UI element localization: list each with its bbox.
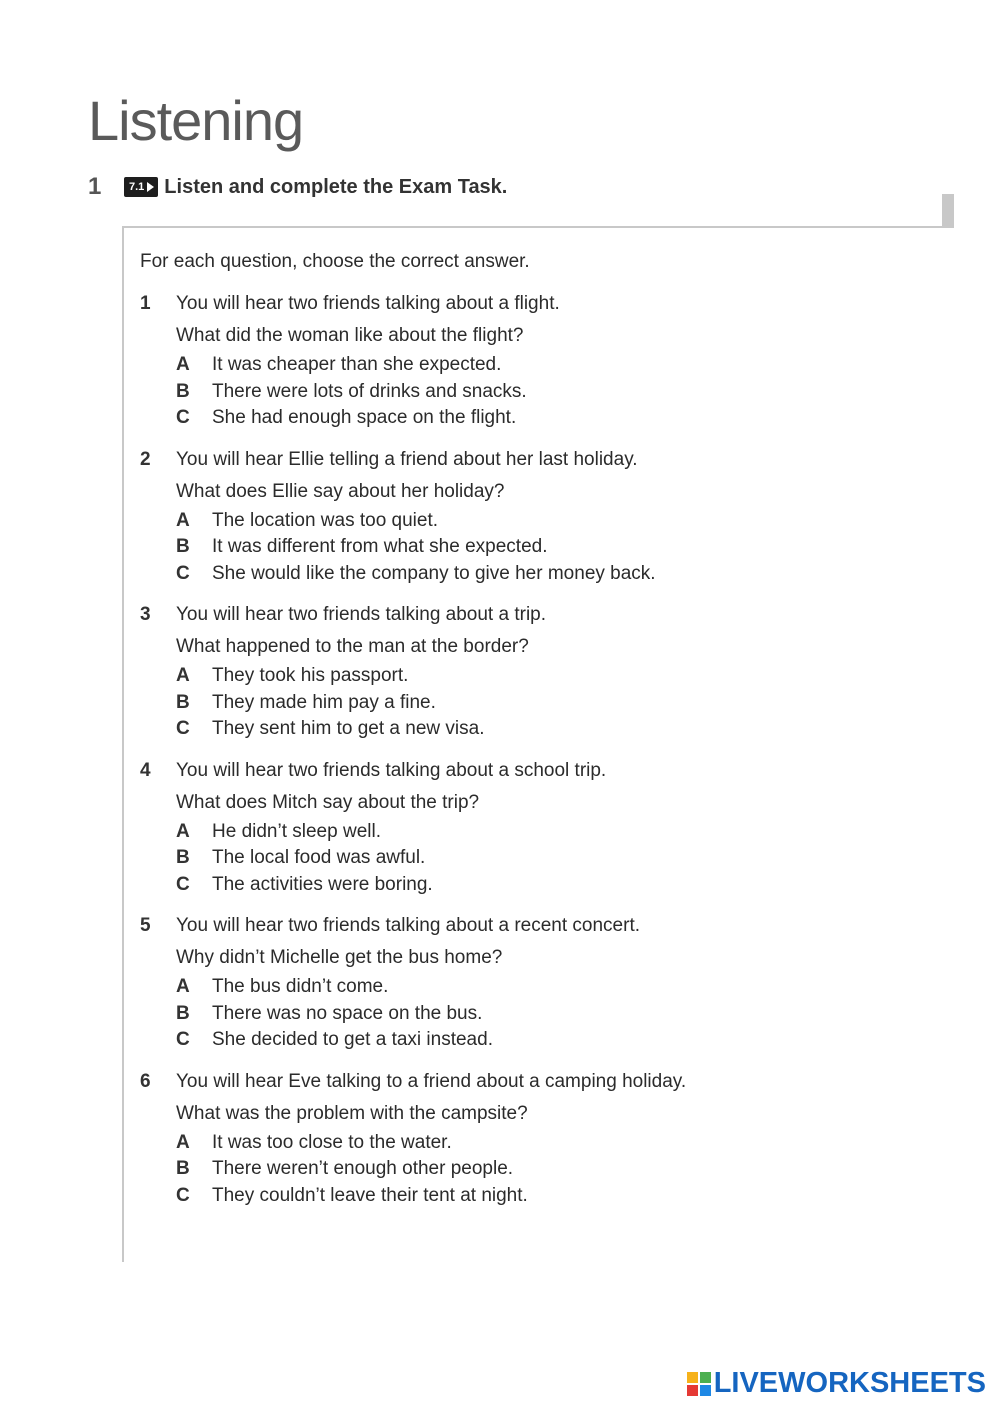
answer-option-a[interactable]: [140, 508, 940, 535]
logo-square: [700, 1385, 711, 1396]
option-letter: A: [176, 1131, 190, 1153]
question-prompt: What did the woman like about the flight?: [176, 325, 524, 346]
answer-option-a[interactable]: [140, 352, 940, 379]
question-text: You will hear two friends talking about a trip.: [176, 604, 547, 625]
exam-task: [140, 248, 940, 1221]
answer-option-c[interactable]: [140, 1027, 940, 1054]
question-number: 5: [140, 915, 151, 936]
option-letter: C: [176, 1029, 190, 1050]
question-number: 4: [140, 759, 151, 781]
option-text: There was no space on the bus.: [212, 1002, 483, 1024]
task-intro: For each question, choose the correct answer.: [140, 251, 530, 272]
answer-option-a[interactable]: [140, 1130, 940, 1157]
option-letter: B: [176, 691, 190, 713]
question-number: 2: [140, 448, 151, 470]
option-text: He didn’t sleep well.: [212, 820, 381, 842]
question-number: 6: [140, 1070, 151, 1092]
option-letter: B: [176, 1002, 190, 1024]
question-text: You will hear two friends talking about a recent concert.: [176, 915, 641, 936]
question-text: You will hear Eve talking to a friend about a camping holiday.: [176, 1070, 687, 1092]
question-number: 1: [140, 293, 151, 314]
question-1: [140, 288, 940, 432]
question-prompt: What does Ellie say about her holiday?: [176, 480, 505, 502]
option-text: The location was too quiet.: [212, 509, 439, 531]
option-text: They sent him to get a new visa.: [212, 718, 485, 739]
option-letter: A: [176, 354, 190, 375]
option-letter: A: [176, 976, 190, 997]
question-line: [140, 599, 940, 631]
answer-option-b[interactable]: [140, 690, 940, 717]
option-letter: C: [176, 407, 190, 428]
option-text: There were lots of drinks and snacks.: [212, 380, 527, 402]
audio-track-button[interactable]: [124, 177, 158, 197]
question-3: [140, 599, 940, 743]
option-text: It was cheaper than she expected.: [212, 354, 502, 375]
question-2: [140, 444, 940, 588]
option-letter: C: [176, 718, 190, 739]
question-line: [140, 288, 940, 320]
option-text: There weren’t enough other people.: [212, 1158, 514, 1179]
option-letter: A: [176, 820, 190, 842]
logo-text: LIVEWORKSHEETS: [713, 1367, 986, 1399]
track-number: 7.1: [129, 181, 145, 193]
option-text: It was different from what she expected.: [212, 536, 548, 557]
task-box-left-border: [122, 226, 124, 1262]
liveworksheets-logo: [687, 1367, 986, 1400]
option-letter: B: [176, 1158, 190, 1179]
answer-option-b[interactable]: [140, 1156, 940, 1183]
option-letter: C: [176, 873, 190, 895]
option-text: They made him pay a fine.: [212, 691, 436, 713]
question-list: [140, 288, 940, 1209]
answer-option-a[interactable]: [140, 974, 940, 1001]
option-text: She would like the company to give her money back.: [212, 562, 656, 584]
option-letter: B: [176, 847, 190, 868]
question-line: [140, 444, 940, 476]
question-prompt: Why didn’t Michelle get the bus home?: [176, 947, 503, 968]
question-text: You will hear two friends talking about a flight.: [176, 293, 560, 314]
option-letter: A: [176, 665, 190, 686]
answer-option-c[interactable]: [140, 716, 940, 743]
logo-square: [700, 1372, 711, 1383]
question-5: [140, 910, 940, 1054]
answer-option-a[interactable]: [140, 663, 940, 690]
option-letter: B: [176, 380, 190, 402]
page-title: Listening: [88, 89, 304, 152]
option-letter: A: [176, 509, 190, 531]
exercise-header: [88, 172, 507, 202]
option-text: She had enough space on the flight.: [212, 407, 517, 428]
play-icon: [147, 182, 154, 192]
answer-option-b[interactable]: [140, 845, 940, 872]
answer-option-b[interactable]: [140, 1001, 940, 1028]
exercise-instruction: Listen and complete the Exam Task.: [164, 175, 508, 198]
option-letter: C: [176, 562, 190, 584]
task-box-tab: [942, 194, 954, 228]
question-line: [140, 910, 940, 942]
answer-option-c[interactable]: [140, 872, 940, 899]
option-letter: C: [176, 1184, 190, 1206]
option-text: It was too close to the water.: [212, 1131, 452, 1153]
question-prompt: What was the problem with the campsite?: [176, 1102, 528, 1124]
option-text: The local food was awful.: [212, 847, 426, 868]
answer-option-b[interactable]: [140, 534, 940, 561]
question-line: [140, 755, 940, 787]
question-text: You will hear two friends talking about a school trip.: [176, 759, 607, 781]
option-text: They took his passport.: [212, 665, 409, 686]
question-number: 3: [140, 604, 151, 625]
logo-icon: [687, 1372, 711, 1396]
question-4: [140, 755, 940, 899]
task-box-top-border: [122, 226, 942, 228]
logo-square: [687, 1372, 698, 1383]
answer-option-b[interactable]: [140, 379, 940, 406]
question-6: [140, 1066, 940, 1210]
logo-square: [687, 1385, 698, 1396]
question-prompt: What does Mitch say about the trip?: [176, 791, 480, 813]
option-text: The bus didn’t come.: [212, 976, 389, 997]
question-text: You will hear Ellie telling a friend about her last holiday.: [176, 448, 638, 470]
option-text: They couldn’t leave their tent at night.: [212, 1184, 528, 1206]
exercise-number: 1: [88, 173, 102, 200]
option-letter: B: [176, 536, 190, 557]
answer-option-c[interactable]: [140, 405, 940, 432]
option-text: She decided to get a taxi instead.: [212, 1029, 493, 1050]
option-text: The activities were boring.: [212, 873, 433, 895]
answer-option-c[interactable]: [140, 1183, 940, 1210]
answer-option-c[interactable]: [140, 561, 940, 588]
question-prompt: What happened to the man at the border?: [176, 636, 529, 657]
answer-option-a[interactable]: [140, 819, 940, 846]
question-line: [140, 1066, 940, 1098]
